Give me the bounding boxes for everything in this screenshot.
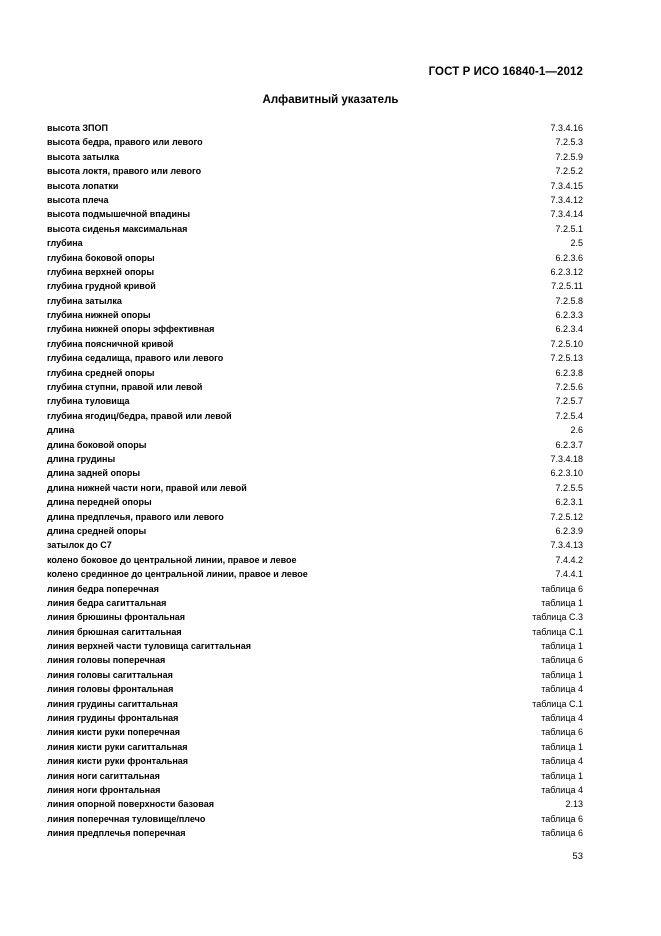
index-term: длина передней опоры bbox=[47, 497, 152, 508]
index-reference: 7.3.4.12 bbox=[550, 194, 583, 205]
index-reference: 7.2.5.7 bbox=[555, 396, 583, 407]
index-entry bbox=[47, 452, 583, 466]
index-term: высота локтя, правого или левого bbox=[47, 166, 202, 177]
index-term: затылок до С7 bbox=[47, 540, 112, 551]
index-reference: 6.2.3.6 bbox=[555, 252, 583, 263]
index-reference: таблица 4 bbox=[541, 756, 583, 767]
index-term: длина боковой опоры bbox=[47, 439, 147, 450]
index-entry bbox=[47, 366, 583, 380]
index-entry bbox=[47, 769, 583, 783]
index-entry bbox=[47, 193, 583, 207]
index-term: линия бедра поперечная bbox=[47, 583, 159, 594]
index-term: линия верхней части туловища сагиттальная bbox=[47, 641, 251, 652]
index-reference: таблица 1 bbox=[541, 641, 583, 652]
index-term: глубина туловища bbox=[47, 396, 130, 407]
index-entry bbox=[47, 639, 583, 653]
index-entry bbox=[47, 682, 583, 696]
index-entry bbox=[47, 812, 583, 826]
index-reference: 6.2.3.3 bbox=[555, 310, 583, 321]
index-reference: 7.3.4.14 bbox=[550, 209, 583, 220]
index-reference: 7.3.4.13 bbox=[550, 540, 583, 551]
index-entry bbox=[47, 251, 583, 265]
index-term: линия грудины сагиттальная bbox=[47, 698, 178, 709]
index-reference: 7.4.4.1 bbox=[555, 569, 583, 580]
index-term: глубина средней опоры bbox=[47, 367, 155, 378]
index-term: глубина боковой опоры bbox=[47, 252, 155, 263]
index-reference: 6.2.3.8 bbox=[555, 367, 583, 378]
index-entry bbox=[47, 423, 583, 437]
index-reference: 7.2.5.11 bbox=[551, 281, 583, 292]
index-entry bbox=[47, 711, 583, 725]
index-entry bbox=[47, 481, 583, 495]
index-entry bbox=[47, 610, 583, 624]
index-term: глубина нижней опоры bbox=[47, 310, 151, 321]
index-term: линия грудины фронтальная bbox=[47, 713, 179, 724]
index-reference: 7.2.5.9 bbox=[555, 151, 583, 162]
index-entry bbox=[47, 337, 583, 351]
index-term: глубина верхней опоры bbox=[47, 266, 155, 277]
index-entry bbox=[47, 222, 583, 236]
index-reference: таблица 4 bbox=[541, 784, 583, 795]
index-term: глубина ступни, правой или левой bbox=[47, 382, 203, 393]
index-term: колено срединное до центральной линии, правое и левое bbox=[47, 569, 308, 580]
index-reference: 2.6 bbox=[570, 425, 583, 436]
index-term: высота затылка bbox=[47, 151, 120, 162]
index-entry bbox=[47, 596, 583, 610]
index-term: длина bbox=[47, 425, 75, 436]
index-entry bbox=[47, 538, 583, 552]
index-reference: таблица 4 bbox=[541, 713, 583, 724]
index-reference: таблица 1 bbox=[541, 597, 583, 608]
index-entry bbox=[47, 380, 583, 394]
index-term: линия головы поперечная bbox=[47, 655, 166, 666]
index-entry bbox=[47, 466, 583, 480]
index-reference: 6.2.3.1 bbox=[555, 497, 583, 508]
index-term: глубина поясничной кривой bbox=[47, 338, 174, 349]
page-number: 53 bbox=[572, 851, 583, 862]
index-entry bbox=[47, 797, 583, 811]
index-reference: 6.2.3.4 bbox=[555, 324, 583, 335]
index-entry bbox=[47, 150, 583, 164]
index-reference: 7.2.5.13 bbox=[550, 353, 583, 364]
index-term: высота сиденья максимальная bbox=[47, 223, 188, 234]
index-entry bbox=[47, 826, 583, 840]
index-term: линия ноги фронтальная bbox=[47, 784, 161, 795]
index-reference: 7.2.5.5 bbox=[555, 482, 583, 493]
index-term: линия брюшины фронтальная bbox=[47, 612, 186, 623]
index-reference: 2.5 bbox=[570, 238, 583, 249]
index-reference: 6.2.3.12 bbox=[550, 266, 583, 277]
index-entry bbox=[47, 322, 583, 336]
index-reference: 7.3.4.18 bbox=[550, 453, 583, 464]
index-entry bbox=[47, 510, 583, 524]
index-entry bbox=[47, 351, 583, 365]
index-reference: 7.2.5.4 bbox=[555, 410, 583, 421]
index-reference: 7.2.5.12 bbox=[550, 511, 583, 522]
index-entry bbox=[47, 409, 583, 423]
index-reference: 7.2.5.10 bbox=[550, 338, 583, 349]
index-reference: 7.2.5.1 bbox=[555, 223, 583, 234]
index-term: глубина грудной кривой bbox=[47, 281, 156, 292]
index-term: глубина нижней опоры эффективная bbox=[47, 324, 215, 335]
index-term: высота бедра, правого или левого bbox=[47, 137, 203, 148]
document-header: ГОСТ Р ИСО 16840-1—2012 bbox=[428, 66, 583, 78]
index-term: линия кисти руки фронтальная bbox=[47, 756, 189, 767]
index-reference: 7.2.5.3 bbox=[555, 137, 583, 148]
index-reference: 6.2.3.9 bbox=[555, 525, 583, 536]
index-term: глубина седалища, правого или левого bbox=[47, 353, 224, 364]
index-term: линия бедра сагиттальная bbox=[47, 597, 167, 608]
index-entry bbox=[47, 697, 583, 711]
index-term: длина грудины bbox=[47, 453, 116, 464]
index-entry bbox=[47, 754, 583, 768]
index-entry bbox=[47, 725, 583, 739]
index-reference: 7.2.5.2 bbox=[555, 166, 583, 177]
index-entry bbox=[47, 164, 583, 178]
index-reference: таблица 1 bbox=[541, 669, 583, 680]
index-term: линия ноги сагиттальная bbox=[47, 770, 160, 781]
index-entry bbox=[47, 524, 583, 538]
index-term: колено боковое до центральной линии, правое и левое bbox=[47, 554, 297, 565]
index-reference: таблица 1 bbox=[541, 741, 583, 752]
index-reference: 6.2.3.7 bbox=[555, 439, 583, 450]
index-entry bbox=[47, 135, 583, 149]
index-entry bbox=[47, 553, 583, 567]
index-entry bbox=[47, 265, 583, 279]
index-term: длина задней опоры bbox=[47, 468, 141, 479]
index-reference: таблица С.1 bbox=[532, 626, 583, 637]
index-entry bbox=[47, 668, 583, 682]
index-term: линия поперечная туловище/плечо bbox=[47, 813, 206, 824]
index-reference: таблица С.3 bbox=[532, 612, 583, 623]
index-term: линия предплечья поперечная bbox=[47, 828, 186, 839]
index-entry bbox=[47, 582, 583, 596]
index-term: длина нижней части ноги, правой или левой bbox=[47, 482, 247, 493]
index-term: высота ЗПОП bbox=[47, 123, 108, 133]
index-reference: таблица 6 bbox=[541, 583, 583, 594]
index-entry bbox=[47, 179, 583, 193]
index-entry bbox=[47, 308, 583, 322]
index-entry bbox=[47, 207, 583, 221]
index-entry bbox=[47, 121, 583, 135]
index-reference: 7.4.4.2 bbox=[555, 554, 583, 565]
index-term: высота подмышечной впадины bbox=[47, 209, 191, 220]
index-reference: 2.13 bbox=[565, 799, 583, 810]
index-reference: 7.2.5.8 bbox=[555, 295, 583, 306]
index-entry bbox=[47, 783, 583, 797]
index-reference: 7.2.5.6 bbox=[555, 382, 583, 393]
index-term: линия брюшная сагиттальная bbox=[47, 626, 182, 637]
index-reference: таблица 6 bbox=[541, 828, 583, 839]
index-reference: таблица С.1 bbox=[532, 698, 583, 709]
index-entry bbox=[47, 438, 583, 452]
index-term: длина предплечья, правого или левого bbox=[47, 511, 224, 522]
index-term: линия головы фронтальная bbox=[47, 684, 174, 695]
index-reference: таблица 4 bbox=[541, 684, 583, 695]
index-term: длина средней опоры bbox=[47, 525, 147, 536]
index-term: линия опорной поверхности базовая bbox=[47, 799, 214, 810]
index-reference: таблица 6 bbox=[541, 727, 583, 738]
page-title: Алфавитный указатель bbox=[262, 94, 399, 106]
index-reference: 7.3.4.15 bbox=[550, 180, 583, 191]
index-reference: 7.3.4.16 bbox=[550, 123, 583, 133]
index-entry bbox=[47, 740, 583, 754]
index-entry bbox=[47, 279, 583, 293]
index-term: линия кисти руки поперечная bbox=[47, 727, 180, 738]
index-reference: таблица 6 bbox=[541, 813, 583, 824]
index-entry bbox=[47, 294, 583, 308]
index-reference: 6.2.3.10 bbox=[550, 468, 583, 479]
index-term: глубина bbox=[47, 238, 83, 249]
index-term: высота плеча bbox=[47, 194, 109, 205]
index-entry bbox=[47, 236, 583, 250]
index-entry bbox=[47, 567, 583, 581]
index-reference: таблица 6 bbox=[541, 655, 583, 666]
index-entry bbox=[47, 394, 583, 408]
alphabetical-index bbox=[47, 121, 583, 841]
index-term: глубина затылка bbox=[47, 295, 122, 306]
index-term: линия головы сагиттальная bbox=[47, 669, 173, 680]
index-reference: таблица 1 bbox=[541, 770, 583, 781]
index-term: высота лопатки bbox=[47, 180, 119, 191]
index-entry bbox=[47, 495, 583, 509]
index-term: линия кисти руки сагиттальная bbox=[47, 741, 188, 752]
index-term: глубина ягодиц/бедра, правой или левой bbox=[47, 410, 232, 421]
index-entry bbox=[47, 653, 583, 667]
index-entry bbox=[47, 625, 583, 639]
